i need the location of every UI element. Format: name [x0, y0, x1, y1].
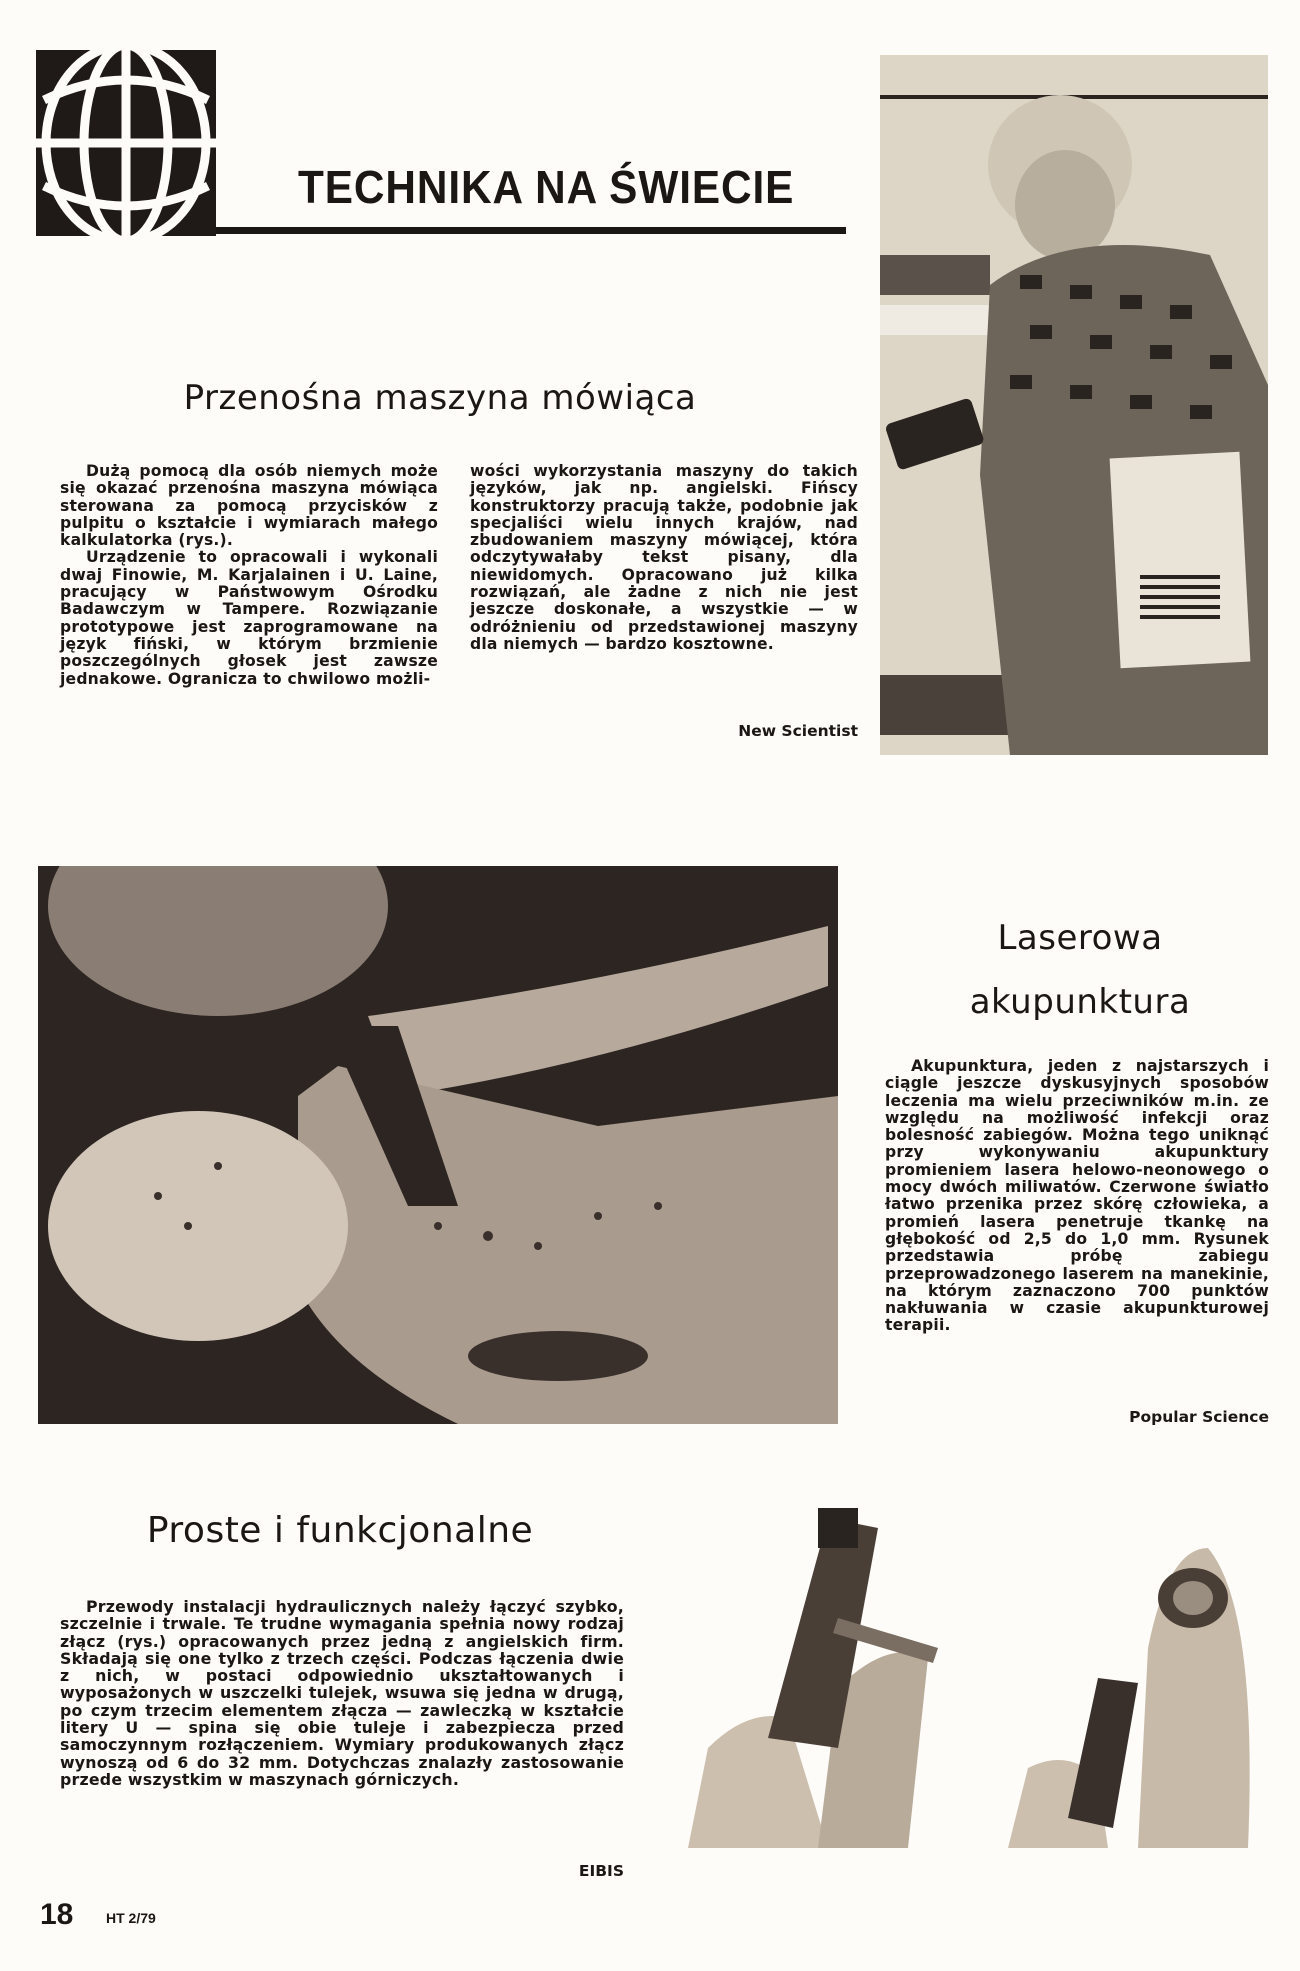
paragraph: Akupunktura, jeden z najstarszych i ciągle jeszcze dyskusyjnych sposobów leczenia ma wielu przeciwników m.in. ze względu na możliwość infekcji oraz bolesność zabiegów. Można tego uniknąć przy wykonywaniu akupunktury promieniem lasera helowo-neonowego o mocy dwóch miliwatów. Czerwone światło łatwo przenika przez skórę człowieka, a promień lasera penetruje tkankę na głębokość od 2,5 do 1,0 mm. Rysunek przedstawia próbę zabiegu przeprowadzonego laserem na manekinie, na którym zaznaczono 700 punktów nakłuwania w czasie akupunkturowej terapii. — [885, 1057, 1269, 1335]
photo-man-with-talking-machine — [880, 55, 1268, 755]
paragraph: Przewody instalacji hydraulicznych należy łączyć szybko, szczelnie i trwale. Te trudne wymagania spełnia nowy rodzaj złącz (rys.) opracowanych przez jedną z angielskich firm. Składają się one tylko z trzech części. Podczas łączenia dwie z nich, w postaci odpowiednio ukształtowanych i wyposażonych w uszczelki tulejek, wsuwa się jedna w drugą, po czym trzecim elementem złącza — zawleczką w kształcie litery U — spina się obie tuleje i zabezpiecza przed samoczynnym rozłączeniem. Wymiary produkowanych złącz wynoszą od 6 do 32 mm. Dotychczas znalazły zastosowanie przede wszystkim w maszynach górniczych. — [60, 1597, 624, 1789]
article-source: New Scientist — [738, 722, 858, 740]
paragraph: Dużą pomocą dla osób niemych może się okazać przenośna maszyna mówiąca sterowana za pomocą przycisków z pulpitu o kształcie i wymiarach małego kalkulatorka (rys.). — [60, 462, 438, 550]
article-source: Popular Science — [1129, 1408, 1269, 1426]
globe-icon — [36, 50, 216, 236]
article-body — [60, 1598, 624, 1788]
paragraph: wości wykorzystania maszyny do takich języków, jak np. angielski. Fińscy konstruktorzy pracują także, podobnie jak specjaliści wielu innych krajów, nad zbudowaniem maszyny mówiącej, która odczytywałaby tekst pisany, dla niewidomych. Opracowano już kilka rozwiązań, ale żadne z nich nie jest jeszcze doskonałe, a wszystkie — w odróżnieniu od przedstawionej maszyny dla niemych — bardzo kosztowne. — [470, 462, 858, 653]
masthead-rule — [216, 227, 846, 234]
article-body-column-1 — [60, 463, 438, 688]
article-headline-line-1: Laserowa — [997, 918, 1163, 958]
article-source: EIBIS — [578, 1862, 624, 1880]
section-title: TECHNIKA NA ŚWIECIE — [298, 161, 795, 213]
article-body — [885, 1058, 1269, 1335]
photo-acupuncture-mannequin — [38, 866, 838, 1424]
article-headline-line-2: akupunktura — [969, 982, 1191, 1022]
article-headline: Przenośna maszyna mówiąca — [183, 378, 697, 418]
article-body-column-2 — [470, 463, 858, 653]
paragraph: Urządzenie to opracowali i wykonali dwaj Finowie, M. Karjalainen i U. Laine, pracujący w Państwowym Ośrodku Badawczym w Tampere. Rozwiązanie prototypowe jest zaprogramowane na język fiński, w którym brzmienie poszczególnych głosek jest zawsze jednakowe. Ogranicza to chwilowo możli- — [60, 548, 438, 688]
article-headline: Proste i funkcjonalne — [146, 1510, 534, 1551]
issue-label: HT 2/79 — [106, 1910, 156, 1926]
photo-hydraulic-couplings — [668, 1488, 1288, 1848]
page-number: 18 — [40, 1898, 74, 1931]
